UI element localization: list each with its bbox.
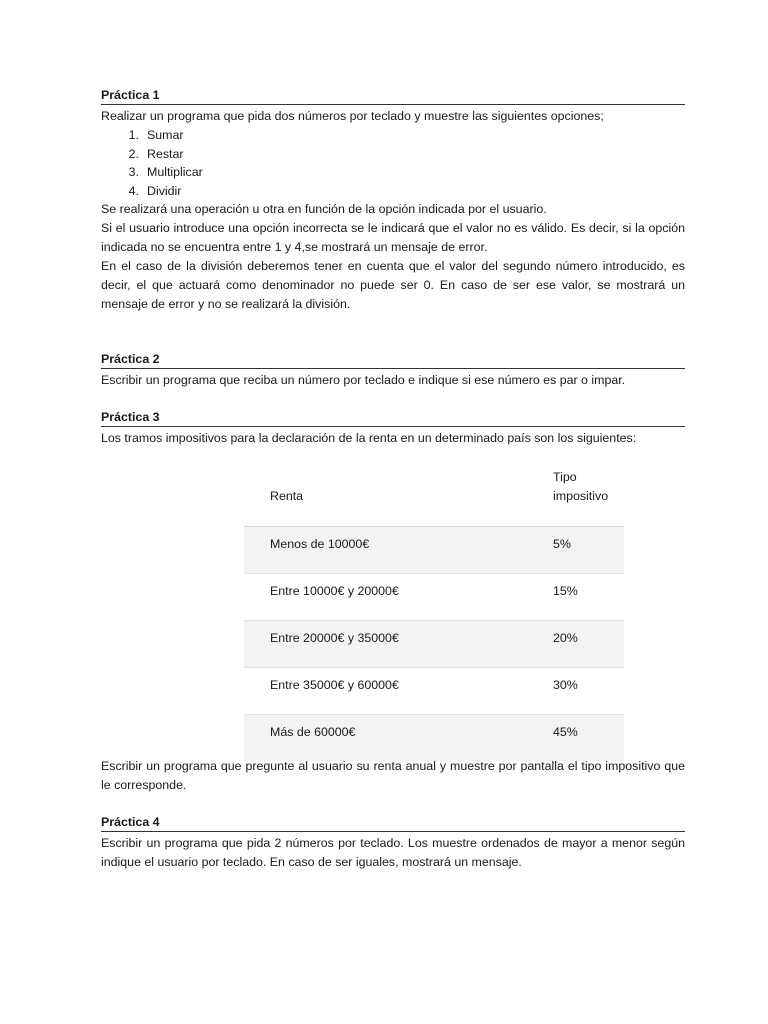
practica-3-intro: Los tramos impositivos para la declaración de la renta en un determinado país son los siguientes:: [101, 431, 637, 445]
practica-4-heading: Práctica 4: [101, 814, 685, 832]
renta-cell: Entre 10000€ y 20000€: [270, 584, 399, 598]
practica-1-paragraph: Si el usuario introduce una opción incorrecta se le indicará que el valor no es válido. Es decir, si la opción indicada no se encuentra entre 1 y 4,se mostrará un mensaje de error.: [101, 221, 685, 254]
practica-2-heading: Práctica 2: [101, 351, 685, 369]
practica-4-section: [101, 814, 685, 872]
column-header-tipo: Tipo impositivo: [553, 470, 609, 503]
list-item: 2. Restar: [128, 146, 184, 161]
table-row: [244, 715, 624, 761]
practica-3-heading: Práctica 3: [101, 409, 685, 427]
practica-3-outro: Escribir un programa que pregunte al usuario su renta anual y muestre por pantalla el tipo impositivo que le corresponde.: [101, 759, 685, 792]
practica-3-section: [101, 409, 685, 448]
table-row: [244, 621, 624, 668]
tipo-cell: 30%: [553, 678, 578, 692]
tipo-cell: 20%: [553, 631, 578, 645]
table-row: [244, 668, 624, 715]
renta-cell: Entre 35000€ y 60000€: [270, 678, 399, 692]
practica-3-outro-section: [101, 757, 685, 795]
renta-cell: Menos de 10000€: [270, 537, 370, 551]
practica-1-paragraph: En el caso de la división deberemos tener en cuenta que el valor del segundo número introducido, es decir, el que actuará como denominador no puede ser 0. En caso de ser ese valor, se mostrará un mensaje de error y no se realizará la división.: [101, 259, 685, 311]
practica-2-text: Escribir un programa que reciba un número por teclado e indique si ese número es par o impar.: [101, 373, 626, 387]
tipo-cell: 15%: [553, 584, 578, 598]
practica-4-text: Escribir un programa que pida 2 números por teclado. Los muestre ordenados de mayor a menor según indique el usuario por teclado. En caso de ser iguales, mostrará un mensaje.: [101, 836, 685, 869]
renta-cell: Entre 20000€ y 35000€: [270, 631, 399, 645]
practica-2-section: [101, 351, 685, 390]
table-row: [244, 574, 624, 621]
tipo-cell: 5%: [553, 537, 571, 551]
list-item: 4. Dividir: [128, 183, 182, 198]
options-list: [101, 126, 685, 200]
renta-cell: Más de 60000€: [270, 725, 356, 739]
practica-1-paragraph: Se realizará una operación u otra en función de la opción indicada por el usuario.: [101, 202, 547, 216]
list-item: 3. Multiplicar: [128, 165, 203, 179]
list-item: 1. Sumar: [128, 128, 184, 142]
tax-brackets-table: [244, 466, 624, 761]
practica-1-intro: Realizar un programa que pida dos números por teclado y muestre las siguientes opciones;: [101, 109, 604, 123]
practica-1-section: [101, 87, 685, 314]
practica-1-heading: Práctica 1: [101, 87, 685, 105]
table-header: [244, 466, 624, 527]
table-row: [244, 527, 624, 574]
tipo-cell: 45%: [553, 725, 578, 739]
column-header-renta: Renta: [270, 489, 304, 503]
